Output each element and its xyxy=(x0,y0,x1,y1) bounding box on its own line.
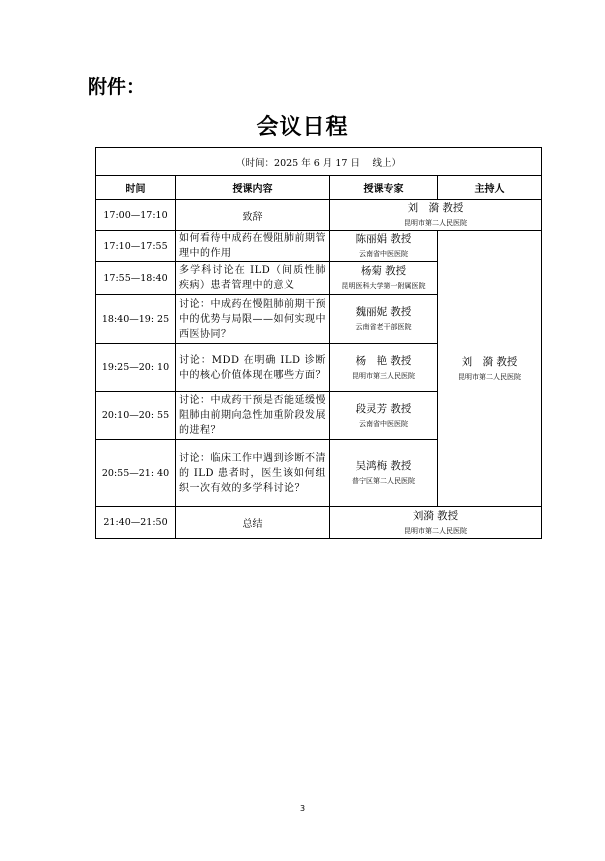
host-name: 刘 漪 教授 xyxy=(461,355,518,368)
row-time: 20:10—20: 55 xyxy=(96,392,176,440)
meeting-meta: （时间：2025 年 6 月 17 日 线上） xyxy=(96,148,542,176)
row-expert-cell xyxy=(330,231,438,262)
expert-org: 昆明医科大学第一附属医院 xyxy=(341,282,426,290)
host-org: 昆明市第二人民医院 xyxy=(458,372,521,381)
expert-name: 吴鸿梅 教授 xyxy=(355,460,412,472)
schedule-table xyxy=(95,147,542,539)
header-expert: 授课专家 xyxy=(330,176,438,200)
row-content: 讨论：中成药在慢阻肺前期干预中的优势与局限——如何实现中西医协同？ xyxy=(176,295,330,344)
row-expert-cell xyxy=(330,200,542,231)
row-content: 总结 xyxy=(176,507,330,539)
attachment-label: 附件： xyxy=(88,76,146,98)
row-time: 17:00—17:10 xyxy=(96,200,176,231)
row-content: 致辞 xyxy=(176,200,330,231)
row-expert-cell xyxy=(330,344,438,392)
expert-name: 魏丽妮 教授 xyxy=(355,306,412,318)
expert-org: 普宁区第二人民医院 xyxy=(352,477,415,485)
row-time: 17:55—18:40 xyxy=(96,262,176,295)
table-row xyxy=(96,200,542,231)
row-content: 讨论：临床工作中遇到诊断不清的 ILD 患者时，医生该如何组织一次有效的多学科讨论？ xyxy=(176,440,330,507)
header-time: 时间 xyxy=(96,176,176,200)
expert-org: 昆明市第二人民医院 xyxy=(404,526,467,535)
expert-org: 昆明市第二人民医院 xyxy=(404,219,467,227)
host-cell xyxy=(438,231,542,507)
header-content: 授课内容 xyxy=(176,176,330,200)
expert-name: 杨 艳 教授 xyxy=(355,354,412,367)
row-expert-cell xyxy=(330,392,438,440)
header-row xyxy=(96,176,542,200)
expert-name: 刘漪 教授 xyxy=(412,509,459,522)
table-row xyxy=(96,507,542,539)
row-time: 19:25—20: 10 xyxy=(96,344,176,392)
expert-name: 刘 漪 教授 xyxy=(407,202,464,214)
meeting-meta-row xyxy=(96,148,542,176)
expert-org: 云南省老干部医院 xyxy=(355,323,412,331)
expert-name: 杨菊 教授 xyxy=(360,265,407,277)
expert-org: 云南省中医医院 xyxy=(359,419,408,428)
row-time: 20:55—21: 40 xyxy=(96,440,176,507)
row-expert-cell xyxy=(330,440,438,507)
row-content: 讨论：中成药干预是否能延缓慢阻肺由前期向急性加重阶段发展的进程？ xyxy=(176,392,330,440)
row-expert-cell xyxy=(330,295,438,344)
expert-name: 陈丽娟 教授 xyxy=(355,233,412,245)
header-host: 主持人 xyxy=(438,176,542,200)
expert-org: 昆明市第三人民医院 xyxy=(352,371,415,380)
page-number: 3 xyxy=(299,804,306,813)
page-title: 会议日程 xyxy=(256,115,349,140)
row-content: 讨论：MDD 在明确 ILD 诊断中的核心价值体现在哪些方面？ xyxy=(176,344,330,392)
row-time: 17:10—17:55 xyxy=(96,231,176,262)
row-expert-cell xyxy=(330,507,542,539)
row-time: 18:40—19: 25 xyxy=(96,295,176,344)
row-expert-cell xyxy=(330,262,438,295)
row-content: 多学科讨论在 ILD（间质性肺疾病）患者管理中的意义 xyxy=(176,262,330,295)
expert-name: 段灵芳 教授 xyxy=(355,402,412,415)
expert-org: 云南省中医医院 xyxy=(359,250,408,258)
row-time: 21:40—21:50 xyxy=(96,507,176,539)
table-row xyxy=(96,231,542,262)
row-content: 如何看待中成药在慢阻肺前期管理中的作用 xyxy=(176,231,330,262)
